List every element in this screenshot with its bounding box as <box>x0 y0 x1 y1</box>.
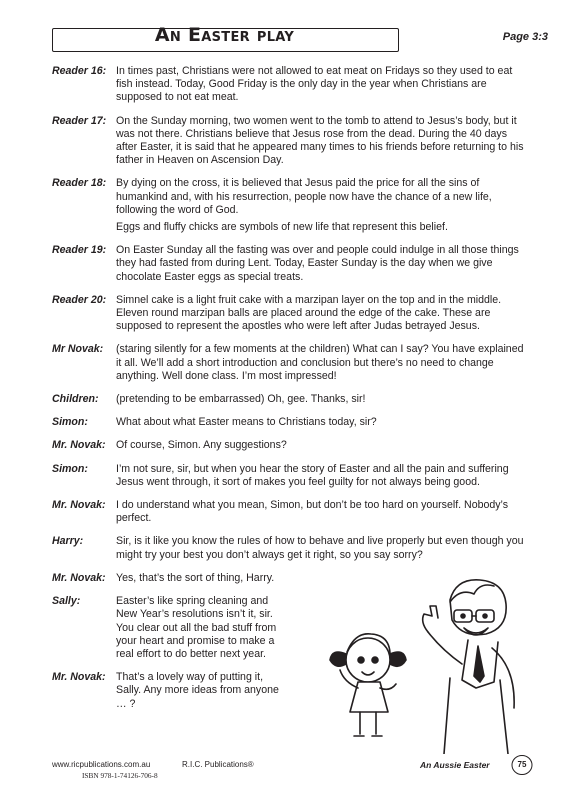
speech-text <box>116 177 530 234</box>
speech-text <box>116 535 530 561</box>
dialogue-line <box>52 463 530 489</box>
speech-text <box>116 244 530 284</box>
speech-text <box>116 463 530 489</box>
footer-publisher: R.I.C. Publications® <box>182 760 254 769</box>
page-indicator: Page 3:3 <box>502 31 548 43</box>
speech-paragraph: That’s a lovely way of putting it, Sally. Any more ideas from anyone … ? <box>116 671 279 710</box>
speech-paragraph: In times past, Christians were not allowed to eat meat on Fridays so they used to eat fish instead. Today, Good Friday is the only day in the year when Christians are supposed to not eat meat. <box>116 65 513 104</box>
speaker-name: Mr. Novak: <box>52 571 106 584</box>
speech-paragraph: Eggs and fluffy chicks are symbols of new life that represent this belief. <box>116 221 448 234</box>
speech-text <box>116 595 291 661</box>
speech-text <box>116 65 530 105</box>
speech-paragraph: (staring silently for a few moments at the children) What can I say? You have explained it all. We’ll add a short introduction and conclusion but there’s no need to change anything. Well done class. I’m most impressed! <box>116 343 524 382</box>
speech-paragraph: I do understand what you mean, Simon, but don’t be too hard on yourself. Nobody’s perfect. <box>116 499 509 525</box>
dialogue-line <box>52 65 530 105</box>
page-footer <box>52 758 548 794</box>
dialogue-line <box>52 177 530 234</box>
speaker-name: Reader 17: <box>52 114 107 127</box>
speech-paragraph: What about what Easter means to Christians today, sir? <box>116 416 377 429</box>
dialogue-line <box>52 499 530 525</box>
footer-isbn: ISBN 978-1-74126-706-8 <box>82 771 158 780</box>
speech-text <box>116 416 530 429</box>
speaker-name: Sally: <box>52 595 81 608</box>
speech-text <box>116 439 530 452</box>
speech-paragraph: Sir, is it like you know the rules of how to behave and live properly but even though you might try your best you don’t always get it right, so you say sorry? <box>116 535 524 561</box>
page-header <box>52 24 548 52</box>
speaker-name: Mr. Novak: <box>52 671 106 684</box>
speaker-name: Harry: <box>52 535 84 548</box>
speech-paragraph: I’m not sure, sir, but when you hear the story of Easter and all the pain and suffering Jesus went through, it sort of makes you feel guilty for not always being good. <box>116 462 509 488</box>
speaker-name: Reader 19: <box>52 244 107 257</box>
speech-text <box>116 294 530 334</box>
dialogue-line <box>52 343 530 383</box>
dialogue-line <box>52 244 530 284</box>
speech-paragraph: On the Sunday morning, two women went to the tomb to attend to Jesus’s body, but it was not there. Christians believe that Jesus rose from the dead. During the 40 days after Easter, it is said that he appeared many times to his friends before returning to his father in Heaven on Ascension Day. <box>116 114 524 167</box>
speaker-name: Simon: <box>52 462 88 475</box>
speaker-name: Mr Novak: <box>52 343 104 356</box>
dialogue-line <box>52 393 530 406</box>
dialogue-line <box>52 439 530 452</box>
dialogue-line <box>52 535 530 561</box>
speech-paragraph: By dying on the cross, it is believed that Jesus paid the price for all the sins of humankind and, with his resurrection, people now have the chance of a new life, following the word of God. <box>116 177 492 216</box>
speaker-name: Simon: <box>52 416 88 429</box>
footer-book-title: An Aussie Easter <box>420 760 490 770</box>
speaker-name: Mr. Novak: <box>52 439 106 452</box>
speaker-name: Reader 20: <box>52 293 107 306</box>
speaker-name: Reader 16: <box>52 65 107 77</box>
speech-paragraph: Easter’s like spring cleaning and New Year’s resolutions isn’t it, sir. You clear out all the bad stuff from your heart and promise to make a real effort to do better next year. <box>116 595 277 660</box>
speech-paragraph: On Easter Sunday all the fasting was over and people could indulge in all those things they had fasted from during Lent. Today, Easter Sunday is the day when we give chocolate Easter eggs as special treats. <box>116 244 519 283</box>
speaker-name: Children: <box>52 393 99 406</box>
page-number: 75 <box>517 760 527 769</box>
speech-paragraph: Simnel cake is a light fruit cake with a marzipan layer on the top and in the middle. Eleven round marzipan balls are placed around the edge of the cake. These are supposed to represent the apostles who were left after Judas betrayed Jesus. <box>116 293 502 333</box>
speech-text <box>116 115 530 168</box>
speaker-name: Mr. Novak: <box>52 499 106 512</box>
page-number-badge <box>509 754 535 776</box>
dialogue-line <box>52 416 530 429</box>
speech-paragraph: (pretending to be embarrassed) Oh, gee. Thanks, sir! <box>116 393 366 406</box>
page-title: An Easter play <box>154 24 295 46</box>
speech-text <box>116 499 530 525</box>
speech-text <box>116 671 291 711</box>
speech-paragraph: Of course, Simon. Any suggestions? <box>116 439 287 452</box>
teacher-and-girl-illustration <box>300 568 550 754</box>
dialogue-line <box>52 115 530 168</box>
speech-paragraph: Yes, that’s the sort of thing, Harry. <box>116 571 275 584</box>
speech-text <box>116 393 530 406</box>
dialogue-line <box>52 294 530 334</box>
footer-url: www.ricpublications.com.au <box>52 760 151 769</box>
speech-text <box>116 343 530 383</box>
speaker-name: Reader 18: <box>52 177 107 190</box>
